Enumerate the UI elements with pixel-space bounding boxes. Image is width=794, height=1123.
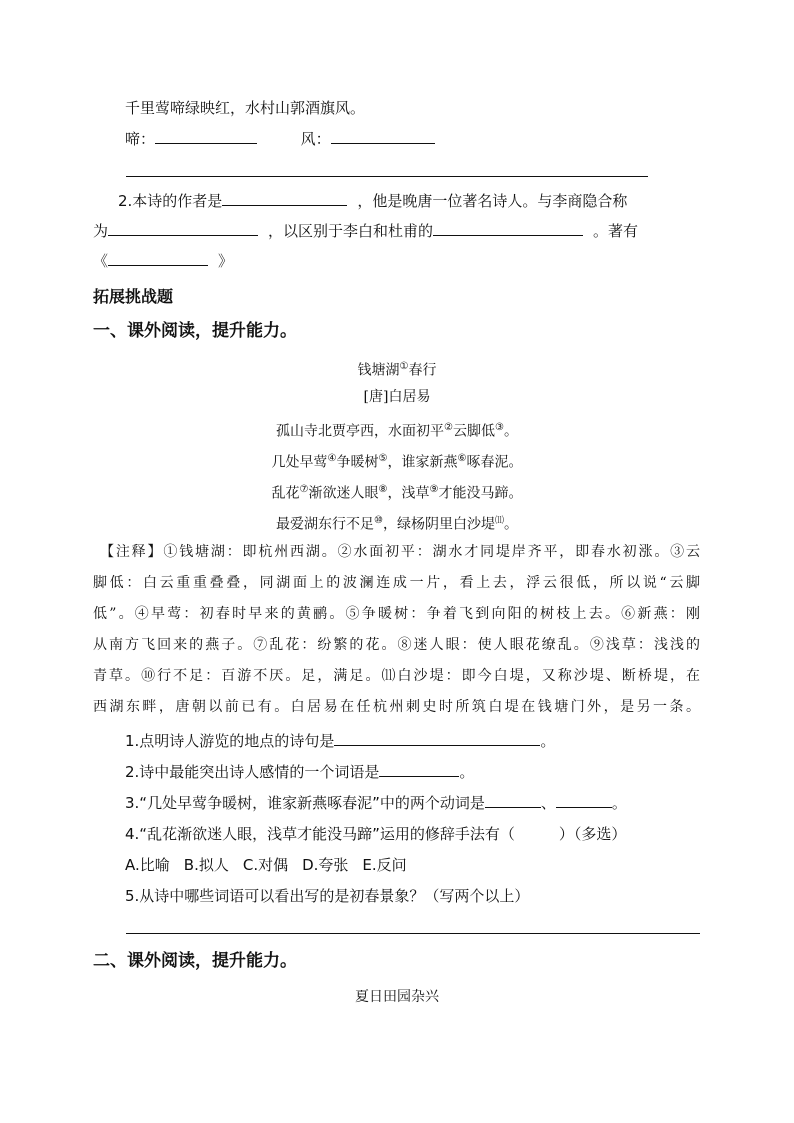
- poem-title-text: 钱塘湖: [357, 362, 400, 379]
- answer-blank[interactable]: [485, 793, 541, 808]
- option-e[interactable]: E.反问: [362, 856, 407, 874]
- question-4: [125, 824, 626, 844]
- question-text: 4.“乱花渐欲迷人眼，浅草才能没马蹄”运用的修辞手法有（: [125, 825, 515, 843]
- answer-blank[interactable]: [379, 762, 459, 777]
- note-mark: ⑾: [494, 516, 504, 526]
- poem-line-1: [0, 418, 794, 442]
- poem-text: 。: [503, 423, 518, 440]
- poem-title-text: 春行: [408, 362, 437, 379]
- question-text: 3.“几处早莺争暖树，谁家新燕啄春泥”中的两个动词是: [125, 794, 485, 812]
- notes-line: 从南方飞回来的燕子。⑦乱花：纷繁的花。⑧迷人眼：使人眼花缭乱。⑨浅草：浅浅的: [93, 637, 700, 653]
- note-mark: ⑧: [378, 484, 388, 495]
- answer-blank[interactable]: [108, 251, 208, 266]
- note-mark: ⑩: [374, 515, 383, 526]
- poem-text: 孤山寺北贾亭西，水面初平: [276, 423, 445, 440]
- notes-line: 脚低：白云重重叠叠，同湖面上的波澜连成一片，看上去，浮云很低，所以说“云脚: [93, 575, 700, 591]
- question-3: [125, 793, 627, 813]
- answer-blank[interactable]: [331, 129, 435, 144]
- answer-blank[interactable]: [222, 191, 347, 206]
- question-text: 、: [540, 794, 556, 812]
- poem-line: 千里莺啼绿映红，水村山郭酒旗风。: [125, 99, 366, 117]
- note-mark: ⑨: [429, 484, 439, 495]
- q2-text: ，他是晚唐一位著名诗人。与李商隐合称: [357, 192, 628, 210]
- answer-line[interactable]: [126, 933, 700, 934]
- note-mark: ⑦: [299, 484, 309, 495]
- question-text: 。: [540, 732, 556, 750]
- question-text: 1.点明诗人游览的地点的诗句是: [125, 732, 335, 750]
- poem-text: 最爱湖东行不足: [276, 516, 374, 533]
- q2-text: 为: [93, 222, 109, 240]
- answer-blank[interactable]: [334, 731, 540, 746]
- answer-blank[interactable]: [556, 793, 612, 808]
- poem-text: 争暖树: [336, 454, 379, 471]
- poem-author: [唐]白居易: [363, 389, 431, 405]
- notes-line: 低”。④早莺：初春时早来的黄鹂。⑤争暖树：争着飞到向阳的树枝上去。⑥新燕：刚: [93, 606, 700, 622]
- note-mark: ②: [444, 422, 453, 433]
- option-b[interactable]: B.拟人: [183, 856, 229, 874]
- q2-text: 2.本诗的作者是: [118, 192, 223, 210]
- question-2: [125, 762, 474, 782]
- note-mark: ③: [495, 422, 504, 433]
- poem-text: ，绿杨阴里白沙堤: [382, 516, 495, 533]
- poem-text: 几处早莺: [271, 454, 328, 471]
- poem-text: 啄春泥。: [466, 454, 523, 471]
- poem-text: ，浅草: [387, 485, 430, 502]
- part-2-heading: 二、课外阅读，提升能力。: [93, 951, 297, 971]
- question-text: 。: [611, 794, 627, 812]
- poem-line-4: [0, 511, 794, 535]
- part-1-heading: 一、课外阅读，提升能力。: [93, 321, 297, 341]
- answer-blank[interactable]: [155, 129, 257, 144]
- question-text: 。: [459, 763, 475, 781]
- poem-title-2: 夏日田园杂兴: [355, 989, 439, 1005]
- q2-text: ，以区别于李白和杜甫的: [268, 222, 434, 240]
- option-c[interactable]: C.对偶: [242, 856, 289, 874]
- answer-blank[interactable]: [433, 221, 583, 236]
- option-a[interactable]: A.比喻: [125, 856, 170, 874]
- question-text: 2.诗中最能突出诗人感情的一个词语是: [125, 763, 380, 781]
- poem-line-3: [0, 480, 794, 504]
- poem-text: ，谁家新燕: [387, 454, 458, 471]
- question-2-line-2: [93, 221, 638, 241]
- section-title: 拓展挑战题: [93, 287, 174, 306]
- q2-text: 。著有: [593, 222, 639, 240]
- note-mark: ④: [327, 453, 337, 464]
- blank-label: 风：: [300, 130, 331, 148]
- notes-line: 【注释】①钱塘湖：即杭州西湖。②水面初平：湖水才同堤岸齐平，即春水初涨。③云: [100, 544, 700, 560]
- notes-line: 西湖东畔，唐朝以前已有。白居易在任杭州刺史时所筑白堤在钱塘门外，是另一条。: [93, 699, 700, 715]
- poem-text: 渐欲迷人眼: [308, 485, 379, 502]
- question-5: 5.从诗中哪些词语可以看出写的是初春景象？（写两个以上）: [125, 887, 530, 905]
- poem-text: 才能没马蹄。: [438, 485, 523, 502]
- book-mark-close: 》: [218, 252, 234, 270]
- question-text: ）（多选）: [558, 825, 627, 843]
- blank-label: 啼：: [125, 130, 156, 148]
- poem-text: 。: [503, 516, 518, 533]
- blank-row: [125, 129, 435, 149]
- question-2-line-1: [118, 191, 627, 211]
- poem-text: 云脚低: [453, 423, 495, 440]
- question-2-line-3: [93, 251, 233, 271]
- answer-line[interactable]: [126, 176, 648, 177]
- book-mark-open: 《: [93, 252, 109, 270]
- option-d[interactable]: D.夸张: [302, 856, 349, 874]
- answer-blank[interactable]: [108, 221, 258, 236]
- note-mark: ⑥: [457, 453, 467, 464]
- poem-line-2: [0, 449, 794, 473]
- notes-line: 青草。⑩行不足：百游不厌。足，满足。⑾白沙堤：即今白堤，又称沙堤、断桥堤，在: [93, 668, 700, 684]
- poem-text: 乱花: [271, 485, 300, 502]
- question-1: [125, 731, 555, 751]
- poem-title: [0, 357, 794, 381]
- note-mark: ⑤: [378, 453, 388, 464]
- options-row: [125, 855, 407, 875]
- note-mark: ①: [399, 361, 409, 372]
